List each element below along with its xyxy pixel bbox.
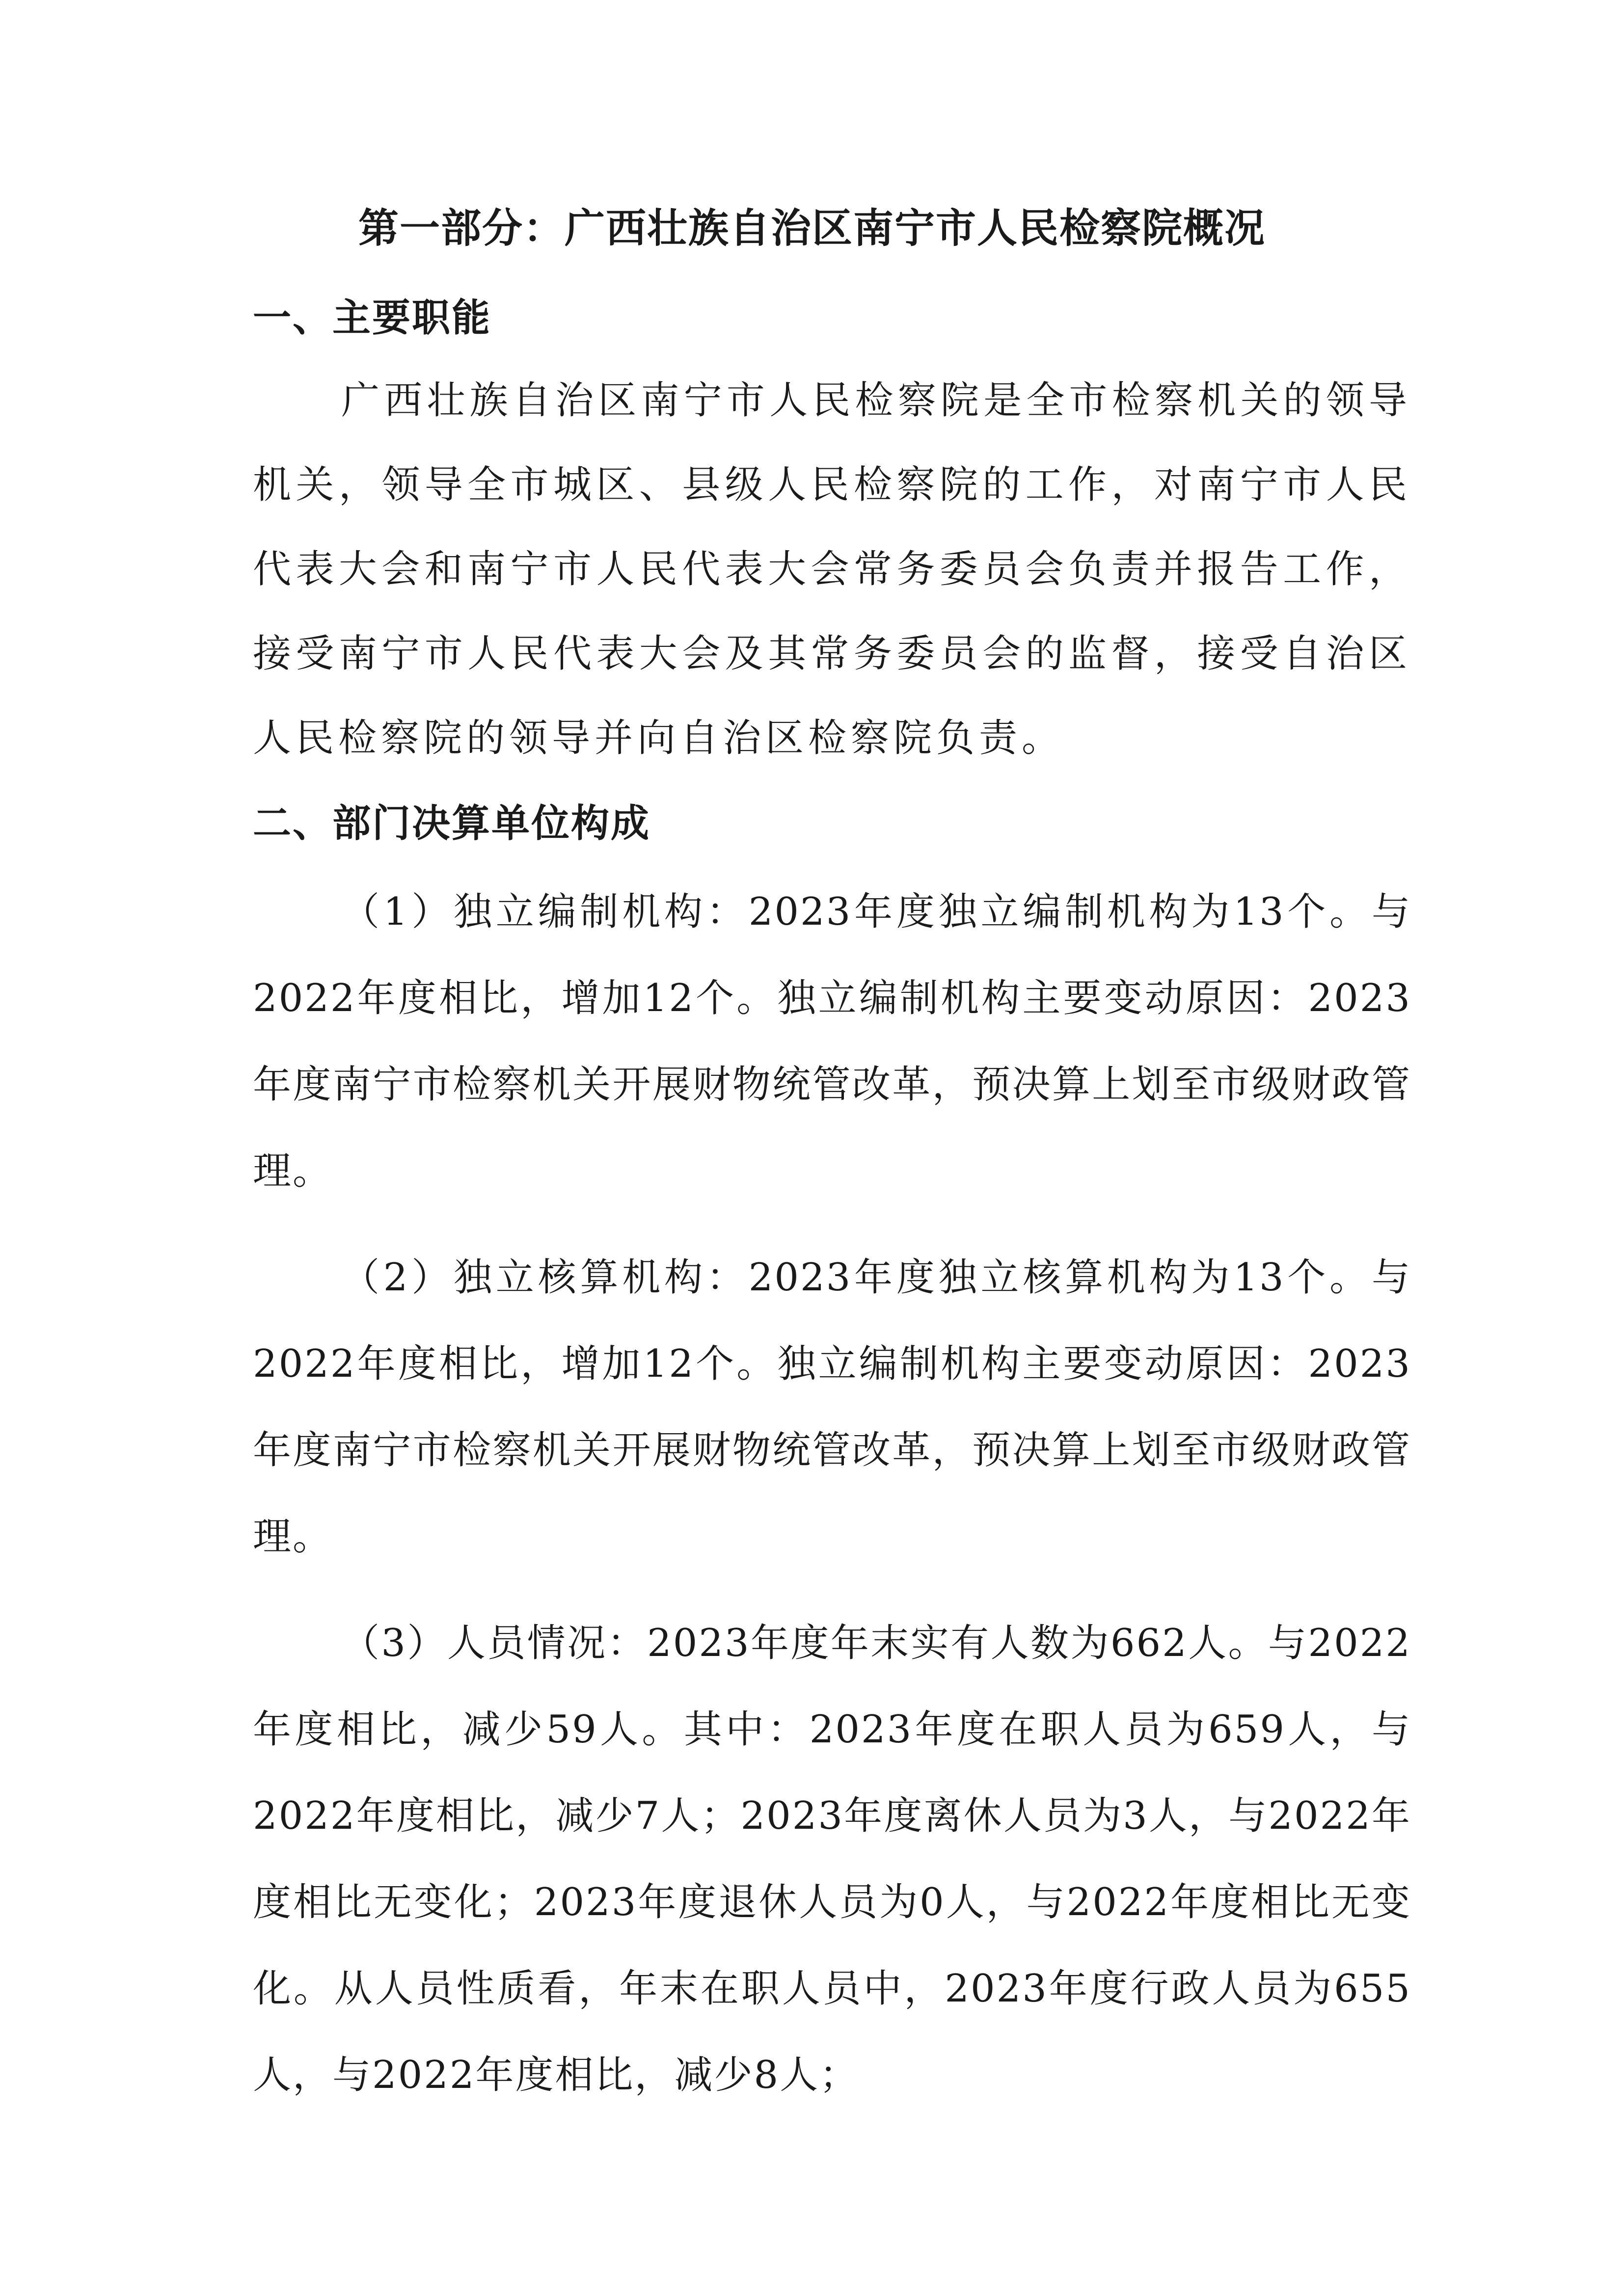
- section-heading-unit-composition: 二、部门决算单位构成: [253, 801, 651, 846]
- section-heading-main-functions: 一、主要职能: [253, 296, 492, 340]
- paragraph-independent-accounting: （2）独立核算机构：2023年度独立核算机构为13个。与2022年度相比，增加12个。独立编制机构主要变动原因：2023年度南宁市检察机关开展财物统管改革，预决算上划至市级财政管理。: [253, 1255, 1411, 1559]
- page-title: 第一部分：广西壮族自治区南宁市人民检察院概况: [358, 205, 1266, 252]
- paragraph-main-functions: 广西壮族自治区南宁市人民检察院是全市检察机关的领导机关，领导全市城区、县级人民检察院的工作，对南宁市人民代表大会和南宁市人民代表大会常务委员会负责并报告工作，接受南宁市人民代表大会及其常务委员会的监督，接受自治区人民检察院的领导并向自治区检察院负责。: [253, 378, 1411, 760]
- paragraph-independent-staffing: （1）独立编制机构：2023年度独立编制机构为13个。与2022年度相比，增加12个。独立编制机构主要变动原因：2023年度南宁市检察机关开展财物统管改革，预决算上划至市级财政管理。: [253, 890, 1411, 1193]
- paragraph-personnel: （3）人员情况：2023年度年末实有人数为662人。与2022年度相比，减少59人。其中：2023年度在职人员为659人，与2022年度相比，减少7人；2023年度离休人员为3人，与2022年度相比无变化；2023年度退休人员为0人，与2022年度相比无变化。从人员性质看，年末在职人员中，2023年度行政人员为655人，与2022年度相比，减少8人；: [253, 1621, 1411, 2097]
